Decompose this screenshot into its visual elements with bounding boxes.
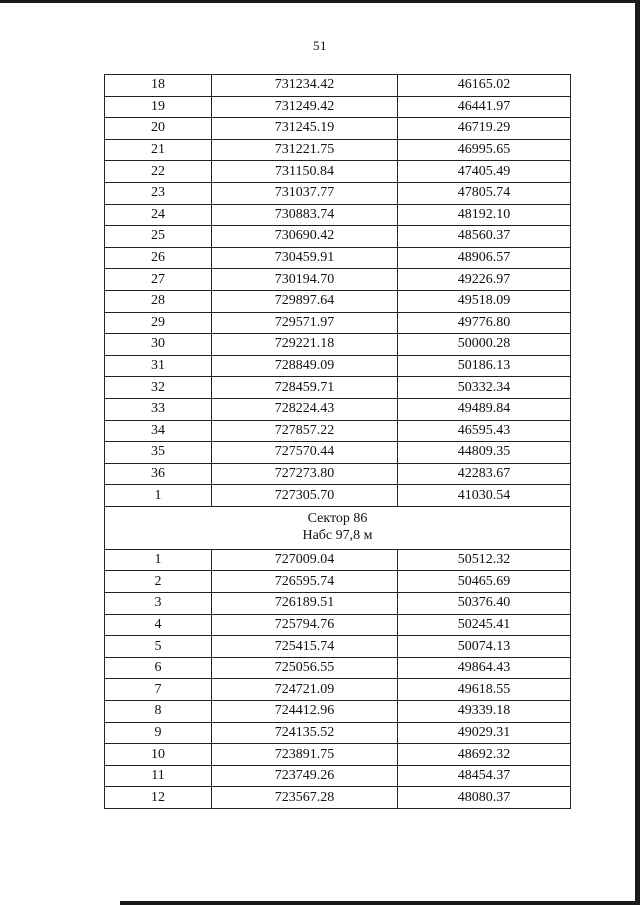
x-coordinate-cell: 729571.97 <box>212 312 398 334</box>
point-number-cell: 4 <box>105 614 212 636</box>
point-number-cell: 5 <box>105 636 212 658</box>
y-coordinate-cell: 47405.49 <box>398 161 571 183</box>
x-coordinate-cell: 727570.44 <box>212 442 398 464</box>
point-number-cell: 27 <box>105 269 212 291</box>
x-coordinate-cell: 726595.74 <box>212 571 398 593</box>
x-coordinate-cell: 729221.18 <box>212 334 398 356</box>
x-coordinate-cell: 731245.19 <box>212 118 398 140</box>
table-row <box>105 420 571 442</box>
y-coordinate-cell: 42283.67 <box>398 463 571 485</box>
sector-header-group <box>105 506 571 549</box>
point-number-cell: 9 <box>105 722 212 744</box>
point-number-cell: 1 <box>105 549 212 571</box>
x-coordinate-cell: 730194.70 <box>212 269 398 291</box>
y-coordinate-cell: 50465.69 <box>398 571 571 593</box>
x-coordinate-cell: 728224.43 <box>212 398 398 420</box>
table-row <box>105 787 571 809</box>
y-coordinate-cell: 49618.55 <box>398 679 571 701</box>
point-number-cell: 1 <box>105 485 212 507</box>
point-number-cell: 22 <box>105 161 212 183</box>
table-row <box>105 161 571 183</box>
x-coordinate-cell: 723749.26 <box>212 765 398 787</box>
y-coordinate-cell: 50332.34 <box>398 377 571 399</box>
x-coordinate-cell: 724721.09 <box>212 679 398 701</box>
table-row <box>105 269 571 291</box>
point-number-cell: 35 <box>105 442 212 464</box>
x-coordinate-cell: 725415.74 <box>212 636 398 658</box>
point-number-cell: 33 <box>105 398 212 420</box>
x-coordinate-cell: 731234.42 <box>212 75 398 97</box>
y-coordinate-cell: 49518.09 <box>398 290 571 312</box>
table-row <box>105 442 571 464</box>
y-coordinate-cell: 50186.13 <box>398 355 571 377</box>
page-number: 51 <box>313 38 327 53</box>
x-coordinate-cell: 730883.74 <box>212 204 398 226</box>
x-coordinate-cell: 731249.42 <box>212 96 398 118</box>
table-row <box>105 657 571 679</box>
point-number-cell: 2 <box>105 571 212 593</box>
point-number-cell: 31 <box>105 355 212 377</box>
x-coordinate-cell: 724135.52 <box>212 722 398 744</box>
point-number-cell: 19 <box>105 96 212 118</box>
x-coordinate-cell: 730690.42 <box>212 226 398 248</box>
table-row <box>105 290 571 312</box>
y-coordinate-cell: 48560.37 <box>398 226 571 248</box>
rows-after-sector <box>105 549 571 808</box>
point-number-cell: 21 <box>105 139 212 161</box>
point-number-cell: 36 <box>105 463 212 485</box>
point-number-cell: 8 <box>105 701 212 723</box>
x-coordinate-cell: 723567.28 <box>212 787 398 809</box>
x-coordinate-cell: 730459.91 <box>212 247 398 269</box>
table-row <box>105 571 571 593</box>
y-coordinate-cell: 50376.40 <box>398 593 571 615</box>
y-coordinate-cell: 46995.65 <box>398 139 571 161</box>
y-coordinate-cell: 49339.18 <box>398 701 571 723</box>
point-number-cell: 28 <box>105 290 212 312</box>
y-coordinate-cell: 46441.97 <box>398 96 571 118</box>
point-number-cell: 23 <box>105 182 212 204</box>
table-row <box>105 593 571 615</box>
x-coordinate-cell: 723891.75 <box>212 744 398 766</box>
point-number-cell: 7 <box>105 679 212 701</box>
x-coordinate-cell: 726189.51 <box>212 593 398 615</box>
point-number-cell: 10 <box>105 744 212 766</box>
point-number-cell: 29 <box>105 312 212 334</box>
x-coordinate-cell: 728459.71 <box>212 377 398 399</box>
y-coordinate-cell: 41030.54 <box>398 485 571 507</box>
y-coordinate-cell: 46165.02 <box>398 75 571 97</box>
table-row <box>105 204 571 226</box>
x-coordinate-cell: 727273.80 <box>212 463 398 485</box>
table-row <box>105 744 571 766</box>
point-number-cell: 11 <box>105 765 212 787</box>
table-row <box>105 334 571 356</box>
table-row <box>105 355 571 377</box>
y-coordinate-cell: 48080.37 <box>398 787 571 809</box>
table-row <box>105 765 571 787</box>
y-coordinate-cell: 49226.97 <box>398 269 571 291</box>
sector-height: Набс 97,8 м <box>302 527 373 543</box>
table-row <box>105 139 571 161</box>
y-coordinate-cell: 50074.13 <box>398 636 571 658</box>
table-row <box>105 614 571 636</box>
point-number-cell: 32 <box>105 377 212 399</box>
sector-header-cell <box>105 506 571 549</box>
x-coordinate-cell: 731037.77 <box>212 182 398 204</box>
sector-header-row <box>105 506 571 549</box>
table-row <box>105 75 571 97</box>
y-coordinate-cell: 47805.74 <box>398 182 571 204</box>
scan-border-bottom <box>120 901 640 905</box>
x-coordinate-cell: 727305.70 <box>212 485 398 507</box>
table-row <box>105 182 571 204</box>
y-coordinate-cell: 49489.84 <box>398 398 571 420</box>
y-coordinate-cell: 50000.28 <box>398 334 571 356</box>
y-coordinate-cell: 48454.37 <box>398 765 571 787</box>
table-row <box>105 312 571 334</box>
y-coordinate-cell: 48192.10 <box>398 204 571 226</box>
point-number-cell: 20 <box>105 118 212 140</box>
table-row <box>105 485 571 507</box>
table-row <box>105 549 571 571</box>
rows-before-sector <box>105 75 571 507</box>
scan-border-right <box>635 0 640 905</box>
y-coordinate-cell: 46719.29 <box>398 118 571 140</box>
table-row <box>105 96 571 118</box>
table-row <box>105 722 571 744</box>
point-number-cell: 12 <box>105 787 212 809</box>
table-row <box>105 118 571 140</box>
y-coordinate-cell: 50512.32 <box>398 549 571 571</box>
point-number-cell: 26 <box>105 247 212 269</box>
point-number-cell: 6 <box>105 657 212 679</box>
y-coordinate-cell: 49776.80 <box>398 312 571 334</box>
x-coordinate-cell: 729897.64 <box>212 290 398 312</box>
table-row <box>105 463 571 485</box>
x-coordinate-cell: 725794.76 <box>212 614 398 636</box>
table-row <box>105 247 571 269</box>
x-coordinate-cell: 728849.09 <box>212 355 398 377</box>
x-coordinate-cell: 731221.75 <box>212 139 398 161</box>
y-coordinate-cell: 46595.43 <box>398 420 571 442</box>
x-coordinate-cell: 725056.55 <box>212 657 398 679</box>
point-number-cell: 3 <box>105 593 212 615</box>
table-row <box>105 377 571 399</box>
table-row <box>105 636 571 658</box>
y-coordinate-cell: 48692.32 <box>398 744 571 766</box>
scan-border-top <box>0 0 640 3</box>
y-coordinate-cell: 50245.41 <box>398 614 571 636</box>
table-row <box>105 679 571 701</box>
point-number-cell: 18 <box>105 75 212 97</box>
point-number-cell: 30 <box>105 334 212 356</box>
table-row <box>105 701 571 723</box>
x-coordinate-cell: 731150.84 <box>212 161 398 183</box>
table-row <box>105 226 571 248</box>
y-coordinate-cell: 49864.43 <box>398 657 571 679</box>
point-number-cell: 25 <box>105 226 212 248</box>
coordinates-table <box>104 74 571 809</box>
point-number-cell: 24 <box>105 204 212 226</box>
x-coordinate-cell: 727857.22 <box>212 420 398 442</box>
x-coordinate-cell: 727009.04 <box>212 549 398 571</box>
sector-title: Сектор 86 <box>307 511 368 527</box>
y-coordinate-cell: 48906.57 <box>398 247 571 269</box>
y-coordinate-cell: 44809.35 <box>398 442 571 464</box>
table-row <box>105 398 571 420</box>
x-coordinate-cell: 724412.96 <box>212 701 398 723</box>
y-coordinate-cell: 49029.31 <box>398 722 571 744</box>
point-number-cell: 34 <box>105 420 212 442</box>
